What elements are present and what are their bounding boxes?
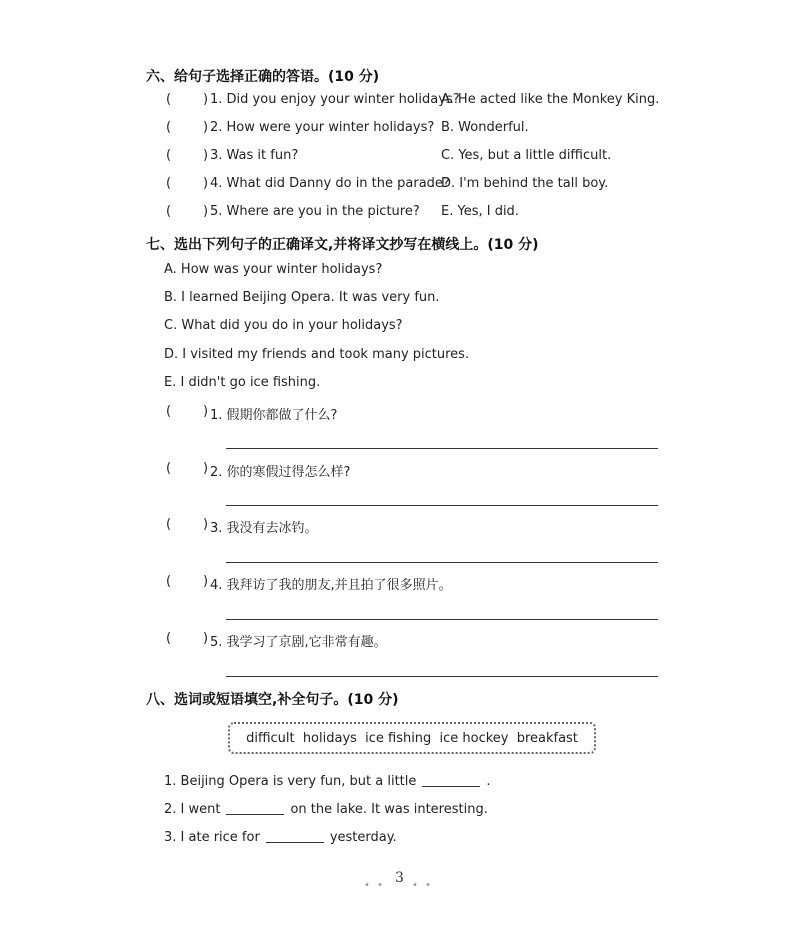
answer-paren-open[interactable]: ( [166, 204, 172, 219]
answer-line[interactable] [226, 505, 658, 506]
fill-blank[interactable] [422, 776, 480, 787]
answer-paren-close: ) [203, 120, 209, 135]
answer-paren-close: ) [203, 92, 209, 107]
answer-paren-open[interactable]: ( [166, 631, 172, 646]
answer-paren-close: ) [203, 204, 209, 219]
answer-line[interactable] [226, 562, 658, 563]
answer-paren-close: ) [203, 461, 209, 476]
fill-sentence-3 [164, 830, 397, 845]
answer-line[interactable] [226, 619, 658, 620]
answer-paren-close: ) [203, 574, 209, 589]
answer-line[interactable] [226, 676, 658, 677]
sentence-text: 2. I went [164, 802, 221, 817]
translation-option-d: D. I visited my friends and took many pictures. [164, 347, 470, 362]
answer-paren-open[interactable]: ( [166, 176, 172, 191]
word-bank-item: difficult [246, 730, 295, 746]
fill-sentence-1 [164, 774, 491, 789]
chinese-sentence: 3. 我没有去冰钓。 [210, 521, 318, 536]
chinese-sentence: 5. 我学习了京剧,它非常有趣。 [210, 635, 387, 650]
question-text: 2. How were your winter holidays? [210, 120, 435, 135]
option-text: C. Yes, but a little difficult. [441, 148, 612, 163]
answer-paren-open[interactable]: ( [166, 92, 172, 107]
translation-option-b: B. I learned Beijing Opera. It was very fun. [164, 290, 440, 305]
answer-paren-close: ) [203, 404, 209, 419]
footer-ornament-left: • • [364, 880, 385, 891]
section-8-title: 八、选词或短语填空,补全句子。(10 分) [146, 692, 399, 708]
translation-option-c: C. What did you do in your holidays? [164, 318, 403, 333]
question-text: 4. What did Danny do in the parade? [210, 176, 450, 191]
word-bank-item: holidays [302, 730, 357, 746]
answer-paren-open[interactable]: ( [166, 517, 172, 532]
answer-paren-open[interactable]: ( [166, 148, 172, 163]
chinese-sentence: 1. 假期你都做了什么? [210, 408, 338, 423]
answer-paren-open[interactable]: ( [166, 574, 172, 589]
sentence-text: on the lake. It was interesting. [290, 802, 488, 817]
word-bank-item: ice hockey [439, 730, 509, 746]
answer-paren-close: ) [203, 148, 209, 163]
sentence-text: 1. Beijing Opera is very fun, but a little [164, 774, 417, 789]
answer-paren-close: ) [203, 631, 209, 646]
word-bank-item: breakfast [516, 730, 578, 746]
sentence-text: 3. I ate rice for [164, 830, 260, 845]
word-bank-box [228, 722, 596, 754]
option-text: B. Wonderful. [441, 120, 529, 135]
fill-blank[interactable] [266, 832, 324, 843]
option-text: A. He acted like the Monkey King. [441, 92, 660, 107]
answer-paren-open[interactable]: ( [166, 120, 172, 135]
question-text: 1. Did you enjoy your winter holidays? [210, 92, 460, 107]
answer-paren-close: ) [203, 176, 209, 191]
sentence-text: . [486, 774, 491, 789]
option-text: D. I'm behind the tall boy. [441, 176, 609, 191]
answer-paren-open[interactable]: ( [166, 461, 172, 476]
answer-paren-close: ) [203, 517, 209, 532]
section-7-title: 七、选出下列句子的正确译文,并将译文抄写在横线上。(10 分) [146, 237, 539, 253]
word-bank-item: ice fishing [365, 730, 432, 746]
fill-sentence-2 [164, 802, 488, 817]
question-text: 3. Was it fun? [210, 148, 299, 163]
answer-line[interactable] [226, 448, 658, 449]
footer-ornament-right: • • [412, 880, 433, 891]
fill-blank[interactable] [226, 804, 284, 815]
answer-paren-open[interactable]: ( [166, 404, 172, 419]
page-number: 3 [395, 870, 404, 886]
translation-option-e: E. I didn't go ice fishing. [164, 375, 321, 390]
translation-option-a: A. How was your winter holidays? [164, 262, 383, 277]
chinese-sentence: 2. 你的寒假过得怎么样? [210, 465, 351, 480]
sentence-text: yesterday. [329, 830, 397, 845]
section-6-title: 六、给句子选择正确的答语。(10 分) [146, 69, 380, 85]
option-text: E. Yes, I did. [441, 204, 519, 219]
chinese-sentence: 4. 我拜访了我的朋友,并且拍了很多照片。 [210, 578, 452, 593]
question-text: 5. Where are you in the picture? [210, 204, 420, 219]
